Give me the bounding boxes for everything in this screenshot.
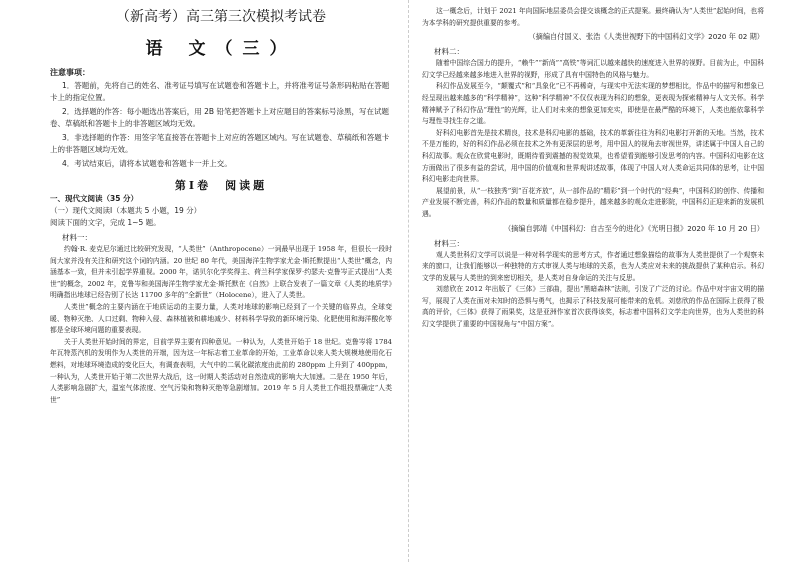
part1a-heading: （一）现代文阅读Ⅰ（本题共 5 小题，19 分） xyxy=(50,206,202,215)
notice-heading: 注意事项： xyxy=(50,68,90,77)
notice-item-1: 1．答题前，先将自己的姓名、准考证号填写在试题卷和答题卡上，并将准考证号条形码粘贴在答题卡上的指定位置。 xyxy=(50,81,390,102)
material3-label: 材料三： xyxy=(434,238,464,248)
exam-title: （新高考）高三第三次模拟考试卷 xyxy=(116,9,326,25)
section-title: 第Ⅰ卷 阅读题 xyxy=(174,179,268,192)
paragraph: 刘慈欣在 2012 年出版了《三体》三部曲，提出“黑暗森林”法则，引发了广泛的讨论。作品中对宇宙文明的描写，展现了人类在面对未知时的恐惧与勇气，也揭示了科技发展可能带来的危机。刘慈欣的作品在国际上获得了极高的评价，《三体》获得了雨果奖，这是亚洲作家首次获得该奖，标志着中国科幻文学走向世界，也为人类世的科幻文学提供了重要的中国视角与“中国方案”。 xyxy=(422,285,764,329)
paragraph: 观人类世科幻文学可以说是一种对科学现实的思考方式，作者通过想象描绘的故事为人类世提供了一个观察未来的窗口，让我们能够以一种独特的方式审视人类与地球的关系，也为人类应对未来的挑战提供了某种启示。科幻文学的发展与人类世的到来密切相关，是人类对自身命运的关注与反思。 xyxy=(422,250,764,282)
paragraph: 关于人类世开始时间的界定，目前学界主要有四种意见。一种认为，人类世开始于 18 世纪。克鲁岑将 1784 年瓦特蒸汽机的发明作为人类世的开端，因为这一年标志着工业革命的开始，工业革命以来人类大规模地使用化石燃料，对地球环境造成的变化巨大，有调查表明，大气中的二氧化碳浓度由此前的 280ppm 上升到了 400ppm，一种认为，人类世开始于第二次世界大战后，这一时期人类活动对自然造成的影响大大加速。二是在 1950 年后，人类影响急剧扩大，温室气体浓度、空气污染和物种灭绝等急剧增加。2019 年 5 月人类世工作组投票确定“人类世” xyxy=(50,337,392,404)
paragraph: 展望前景，从“一枝独秀”到“百花齐放”，从一部作品的“精彩”到一个时代的“经典”，中国科幻的创作、传播和产业发展不断完善，科幻作品的数量和质量都在稳步提升，越来越多的观众走进影院，中国科幻正迎来新的发展机遇。 xyxy=(422,186,764,218)
paragraph: 科幻作品发展至今，“颠覆式”和“具象化”已不再稀奇，与现实中无法实现的梦想相比，作品中的描写和想象已经呈现出越来越多的“科学精神”，这种“科学精神”不仅仅表现为科幻的想象，更表现为探索精神与人文关怀。科学精神赋予了科幻作品“理性”的光辉，让人们对未来的想象更加充实，即使是在最严酷的环境下，人类也能依靠科学与理性寻找生存之道。 xyxy=(422,82,764,126)
material2-label: 材料二： xyxy=(434,47,464,57)
paragraph: 随着中国综合国力的提升，“赖牛”“新尚”“高铁”等词汇以越来越快的速度进入世界的视野。目前为止，中国科幻文学已经越来越多地进入世界的视野，形成了具有中国特色的风格与魅力。 xyxy=(422,59,764,79)
source-citation-1: （摘编自付国义、张浩《人类世视野下的中国科幻文学》2020 年 02 期） xyxy=(528,32,764,42)
left-column xyxy=(50,0,392,562)
notice-item-3: 3．非选择题的作答：用签字笔直接答在答题卡上对应的答题区域内。写在试题卷、草稿纸和答题卡上的非答题区域均无效。 xyxy=(50,133,390,154)
part1-heading: 一、现代文阅读（35 分） xyxy=(50,194,139,203)
notice-item-4: 4．考试结束后，请将本试题卷和答题卡一并上交。 xyxy=(62,159,232,168)
right-column xyxy=(422,0,764,562)
instruction: 阅读下面的文字，完成 1~5 题。 xyxy=(50,218,161,227)
paragraph: 约翰·R. 麦克尼尔通过比较研究发现，“人类世”（Anthropocene）一词最早出现于 1958 年，但很长一段时间大家并没有关注和研究这个词的内涵。20 世纪 80 年代，美国海洋生物学家尤金·斯托默提出“人类世”概念，内涵基本一致，但并未引起学界重视。2000 年，诺贝尔化学奖得主、荷兰科学家保罗·约瑟夫·克鲁岑正式提出“人类世”的概念，2002 年，克鲁岑和美国海洋生物学家尤金·斯托默在《自然》上联合发表了一篇文章《人类的地质学》明确指出地球已经告别了长达 11700 多年的“全新世”（Holocene），进入了人类世。 xyxy=(50,245,392,300)
material1-label: 材料一： xyxy=(62,233,92,242)
paragraph: 人类世”概念的主要内涵在于地质运动的主要力量，人类对地球的影响已经到了一个关键的临界点，全球变暖、物种灭绝、人口过剩、物种入侵、森林植被和耕地减少、材料科学导致的新环境污染、化肥使用和海洋酸化等都是全球环境问题的重要表现。 xyxy=(50,302,392,335)
subject-title: 语 文（三） xyxy=(145,39,297,59)
notice-item-2: 2．选择题的作答：每小题选出答案后，用 2B 铅笔把答题卡上对应题目的答案标号涂黑，写在试题卷、草稿纸和答题卡上的非答题区域均无效。 xyxy=(50,107,389,128)
source-citation-2: （摘编自郭靖《中国科幻：自古至今的进化》《光明日报》2020 年 10 月 20 日） xyxy=(503,223,764,233)
column-divider xyxy=(408,0,409,562)
paragraph: 这一概念后，计划于 2021 年向国际地层委员会提交该概念的正式提案。最终确认为“人类世”起始时间，也将为本学科的研究提供重要的参考。 xyxy=(422,7,764,27)
paragraph: 好科幻电影首先是技术精良，技术是科幻电影的基础，技术的革新往往为科幻电影打开新的天地。当然，技术不是万能的，好的科幻作品必须在技术之外有更深层的思考，用中国人的视角去审视世界，讲述属于中国人自己的科幻故事。观众在欣赏电影时，既期待看到震撼的视觉效果，也希望看到能够引发思考的内容。中国科幻电影在这方面做出了很多有益的尝试，用中国的价值观和世界观讲述故事，体现了中国人对人类命运共同体的思考，让中国科幻电影走向世界。 xyxy=(422,128,764,184)
